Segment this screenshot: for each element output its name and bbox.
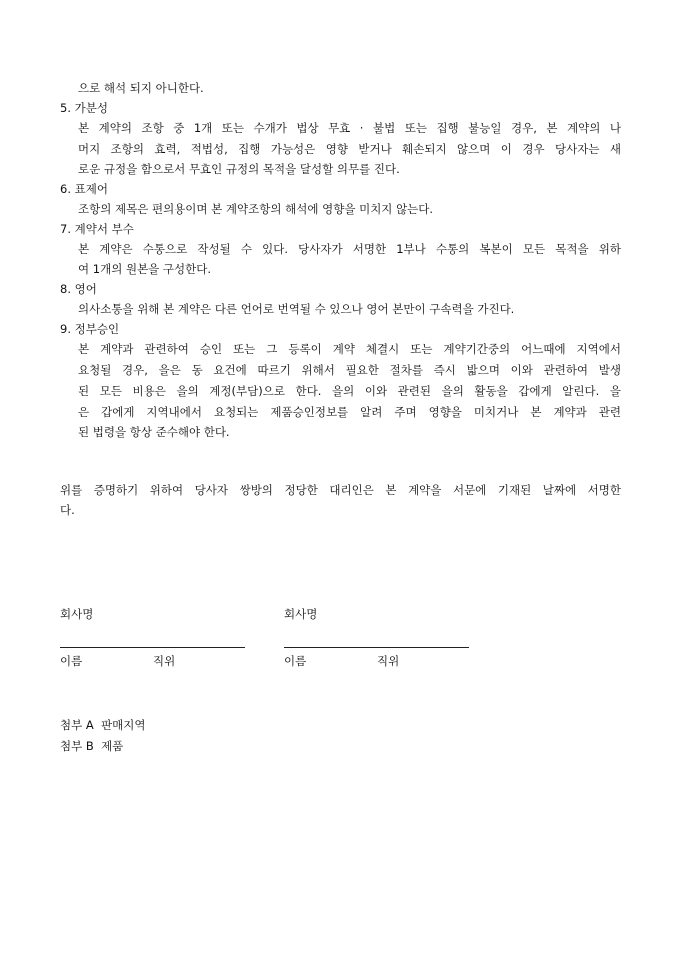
section-text-line: 의사소통을 위해 본 계약은 다른 언어로 번역될 수 있으나 영어 본만이 구속력을 가진다. bbox=[78, 302, 515, 316]
section-text-line: 요청될 경우, 을은 동 요건에 따르기 위해서 필요한 절차를 즉시 밟으며 이와 관련하여 발생 bbox=[78, 363, 621, 377]
section-text-line: 본 계약과 관련하여 승인 또는 그 등록이 계약 체결시 또는 계약기간중의 어느때에 지역에서 bbox=[78, 342, 621, 356]
witness-clause-line: 다. bbox=[60, 503, 75, 517]
right-company-label: 회사명 bbox=[284, 607, 318, 621]
section-heading: 9. 정부승인 bbox=[60, 322, 120, 336]
section-text-line: 여 1개의 원본을 구성한다. bbox=[78, 262, 212, 276]
witness-clause-line: 위를 증명하기 위하여 당사자 쌍방의 정당한 대리인은 본 계약을 서문에 기재된 날짜에 서명한 bbox=[60, 483, 621, 497]
section-heading: 5. 가분성 bbox=[60, 101, 108, 115]
attachment-item: 첨부 B 제품 bbox=[60, 739, 124, 753]
right-name-label: 이름 bbox=[284, 654, 307, 668]
section-text-line: 된 모든 비용은 을의 계정(부담)으로 한다. 을의 이와 관련된 을의 활동을 갑에게 알린다. 을 bbox=[78, 384, 621, 398]
right-title-label: 직위 bbox=[377, 654, 400, 668]
section-text-line: 로운 규정을 함으로서 무효인 규정의 목적을 달성할 의무를 진다. bbox=[78, 162, 400, 176]
section-text-line: 머지 조항의 효력, 적법성, 집행 가능성은 영향 받거나 훼손되지 않으며 이 경우 당사자는 새 bbox=[78, 142, 621, 156]
section-text-line: 된 법령을 항상 준수해야 한다. bbox=[78, 425, 230, 439]
left-name-label: 이름 bbox=[60, 654, 83, 668]
section-text-line: 본 계약의 조항 중 1개 또는 수개가 법상 무효 · 불법 또는 집행 불능일 경우, 본 계약의 나 bbox=[78, 121, 621, 135]
section-text-line: 조항의 제목은 편의용이며 본 계약조항의 해석에 영향을 미치지 않는다. bbox=[78, 202, 434, 216]
attachment-item: 첨부 A 판매지역 bbox=[60, 718, 146, 732]
left-company-label: 회사명 bbox=[60, 607, 94, 621]
section-text-line: 본 계약은 수통으로 작성될 수 있다. 당사자가 서명한 1부나 수통의 복본이 모든 목적을 위하 bbox=[78, 242, 621, 256]
section-text-line: 은 갑에게 지역내에서 요청되는 제품승인정보를 알려 주며 영향을 미치거나 본 계약과 관련 bbox=[78, 405, 621, 419]
right-signature-line bbox=[284, 647, 469, 648]
section-heading: 8. 영어 bbox=[60, 282, 97, 296]
left-title-label: 직위 bbox=[153, 654, 176, 668]
continuation-text: 으로 해석 되지 아니한다. bbox=[78, 81, 204, 95]
section-heading: 7. 계약서 부수 bbox=[60, 222, 134, 236]
section-heading: 6. 표제어 bbox=[60, 182, 108, 196]
left-signature-line bbox=[60, 647, 245, 648]
